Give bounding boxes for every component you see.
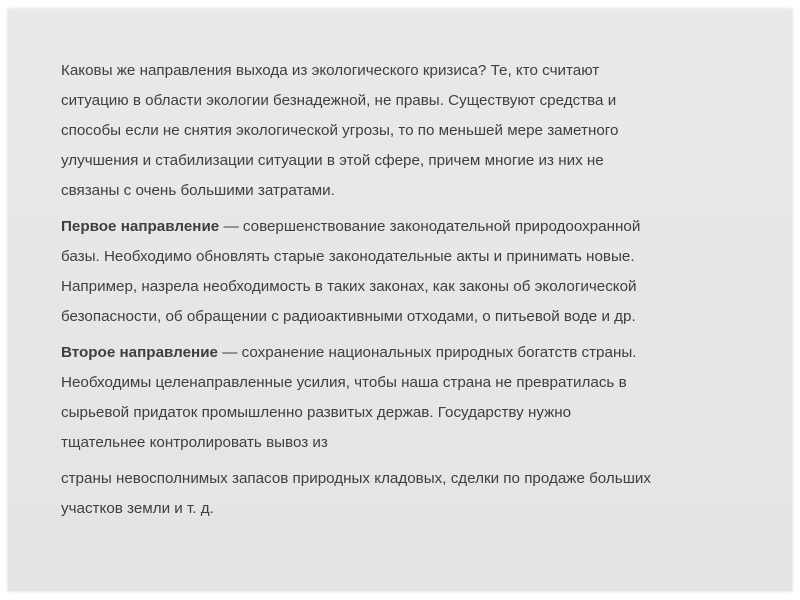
second-direction-line: сырьевой придаток промышленно развитых держав. Государству нужно	[61, 404, 572, 421]
intro-paragraph	[61, 56, 751, 206]
intro-line: ситуацию в области экологии безнадежной, не правы. Существуют средства и	[61, 92, 617, 109]
intro-line: улучшения и стабилизации ситуации в этой сфере, причем многие из них не	[61, 152, 604, 169]
first-direction-heading: Первое направление	[61, 218, 220, 235]
first-direction-paragraph	[61, 212, 751, 332]
second-direction-paragraph	[61, 338, 751, 458]
second-direction-line	[61, 338, 751, 368]
first-direction-line: базы. Необходимо обновлять старые законодательные акты и принимать новые.	[61, 248, 635, 265]
first-direction-line	[61, 212, 751, 242]
slide	[8, 9, 792, 591]
continuation-line: участков земли и т. д.	[61, 500, 214, 517]
second-direction-heading: Второе направление	[61, 344, 219, 361]
first-direction-line: Например, назрела необходимость в таких законах, как законы об экологической	[61, 278, 637, 295]
first-direction-text: — совершенствование законодательной природоохранной	[219, 218, 641, 235]
second-direction-line: Необходимы целенаправленные усилия, чтобы наша страна не превратилась в	[61, 374, 627, 391]
slide-text-body	[61, 56, 751, 524]
continuation-line: страны невосполнимых запасов природных кладовых, сделки по продаже больших	[61, 470, 651, 487]
second-direction-text: — сохранение национальных природных богатств страны.	[218, 344, 637, 361]
intro-line: связаны с очень большими затратами.	[61, 182, 335, 199]
first-direction-line: безопасности, об обращении с радиоактивными отходами, о питьевой воде и др.	[61, 308, 636, 325]
intro-line: способы если не снятия экологической угрозы, то по меньшей мере заметного	[61, 122, 619, 139]
intro-line: Каковы же направления выхода из экологического кризиса? Те, кто считают	[61, 62, 600, 79]
continuation-paragraph	[61, 464, 751, 524]
second-direction-line: тщательнее контролировать вывоз из	[61, 434, 328, 451]
